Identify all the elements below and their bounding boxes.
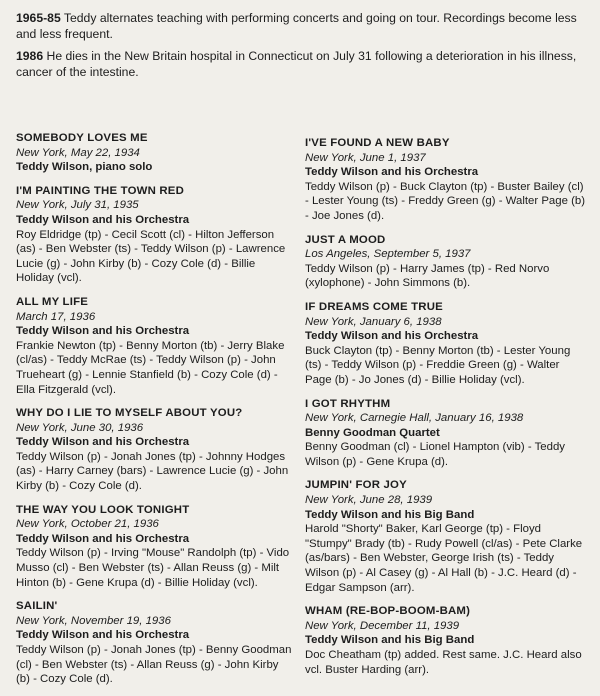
track-entry [16,599,292,687]
track-entry [305,300,587,388]
track-session: New York, Carnegie Hall, January 16, 1938 [305,412,524,425]
track-session: New York, January 6, 1938 [305,315,442,328]
track-session: New York, May 22, 1934 [16,146,140,159]
track-entry [16,131,292,175]
track-entry [16,503,292,591]
track-title: I'M PAINTING THE TOWN RED [16,184,185,197]
track-band: Teddy Wilson and his Orchestra [305,166,479,179]
track-band: Teddy Wilson and his Orchestra [16,436,190,449]
track-band: Teddy Wilson, piano solo [16,161,153,174]
track-title: JUST A MOOD [305,233,386,246]
bio-year: 1986 [16,49,44,63]
track-entry [305,397,587,470]
track-title: WHAM (RE-BOP-BOOM-BAM) [305,605,471,618]
track-entry [16,184,292,286]
track-session: New York, December 11, 1939 [305,619,460,632]
track-personnel: Teddy Wilson (p) - Irving "Mouse" Randolph (tp) - Vido Musso (cl) - Ben Webster (ts) - Allan Reuss (g) - Milt Hinton (b) - Gene Krupa (d) - Billie Holiday (vcl). [16,547,290,589]
track-session: Los Angeles, September 5, 1937 [305,248,471,261]
bio-paragraph [16,10,586,42]
bio-text: He dies in the New Britain hospital in Connecticut on July 31 following a deterioration in his illness, cancer of the intestine. [16,49,577,79]
track-title: WHY DO I LIE TO MYSELF ABOUT YOU? [16,407,243,420]
track-title: SAILIN' [16,600,58,613]
bio-year: 1965-85 [16,11,61,25]
track-personnel: Buck Clayton (tp) - Benny Morton (tb) - Lester Young (ts) - Teddy Wilson (p) - Freddie Green (g) - Walter Page (b) - Jo Jones (d) - Billie Holiday (vcl). [305,344,571,386]
track-band: Teddy Wilson and his Orchestra [16,629,190,642]
track-personnel: Doc Cheatham (tp) added. Rest same. J.C. Heard also vcl. Buster Harding (arr). [305,649,582,676]
track-session: New York, June 1, 1937 [305,151,426,164]
track-personnel: Teddy Wilson (p) - Jonah Jones (tp) - Johnny Hodges (as) - Harry Carney (bars) - Lawrence Lucie (g) - John Kirby (b) - Cozy Cole (d). [16,450,289,493]
track-band: Teddy Wilson and his Big Band [305,634,475,647]
track-band: Teddy Wilson and his Orchestra [305,330,479,343]
track-band: Teddy Wilson and his Orchestra [16,325,190,338]
track-personnel: Roy Eldridge (tp) - Cecil Scott (cl) - Hilton Jefferson (as) - Ben Webster (ts) - Teddy Wilson (p) - Lawrence Lucie (g) - John Kirby (b) - Cozy Cole (d) - Billie Holiday (vcl). [16,228,286,285]
track-entry [16,406,292,494]
track-personnel: Teddy Wilson (p) - Harry James (tp) - Red Norvo (xylophone) - John Simmons (b). [305,262,550,290]
track-title: JUMPIN' FOR JOY [305,479,407,492]
track-band: Teddy Wilson and his Orchestra [16,532,190,545]
track-title: I GOT RHYTHM [305,397,391,410]
track-band: Teddy Wilson and his Big Band [305,508,475,521]
track-session: New York, June 30, 1936 [16,421,144,434]
bio-paragraph [16,48,586,80]
biography-section [16,10,586,86]
track-personnel: Frankie Newton (tp) - Benny Morton (tb) - Jerry Blake (cl/as) - Teddy McRae (ts) - Teddy Wilson (p) - John Trueheart (g) - Lennie Stanfield (b) - Cozy Cole (d) - Ella Fitzgerald (vcl). [16,339,285,396]
track-band: Teddy Wilson and his Orchestra [16,213,190,226]
track-session: New York, June 28, 1939 [305,494,433,507]
track-entry [305,136,587,224]
discography-left-column [16,131,292,696]
track-session: New York, October 21, 1936 [16,518,159,531]
track-personnel: Teddy Wilson (p) - Jonah Jones (tp) - Benny Goodman (cl) - Ben Webster (ts) - Allan Reuss (g) - John Kirby (b) - Cozy Cole (d). [16,644,292,686]
track-entry [305,478,587,595]
track-title: ALL MY LIFE [16,295,89,308]
track-entry [305,233,587,291]
track-title: THE WAY YOU LOOK TONIGHT [16,503,190,516]
bio-text: Teddy alternates teaching with performing concerts and going on tour. Recordings become less and less frequent. [16,11,577,41]
track-session: New York, November 19, 1936 [16,614,171,627]
track-session: New York, July 31, 1935 [16,199,139,212]
track-personnel: Benny Goodman (cl) - Lionel Hampton (vib) - Teddy Wilson (p) - Gene Krupa (d). [305,441,565,468]
track-entry [305,604,587,677]
track-session: March 17, 1936 [16,310,96,323]
track-personnel: Harold "Shorty" Baker, Karl George (tp) - Floyd "Stumpy" Brady (tb) - Rudy Powell (cl/as) - Pete Clarke (as/bars) - Ben Webster, George Irish (ts) - Teddy Wilson (p) - Al Casey (g) - Al Hall (b) - J.C. Heard (d) - Edgar Sampson (arr). [305,523,583,594]
track-entry [16,295,292,397]
track-band: Benny Goodman Quartet [305,426,440,439]
discography-right-column [305,136,587,686]
track-title: IF DREAMS COME TRUE [305,300,443,313]
track-personnel: Teddy Wilson (p) - Buck Clayton (tp) - Buster Bailey (cl) - Lester Young (ts) - Freddy Green (g) - Walter Page (b) - Joe Jones (d). [305,180,586,222]
track-title: I'VE FOUND A NEW BABY [305,137,450,149]
track-title: SOMEBODY LOVES ME [16,132,148,144]
